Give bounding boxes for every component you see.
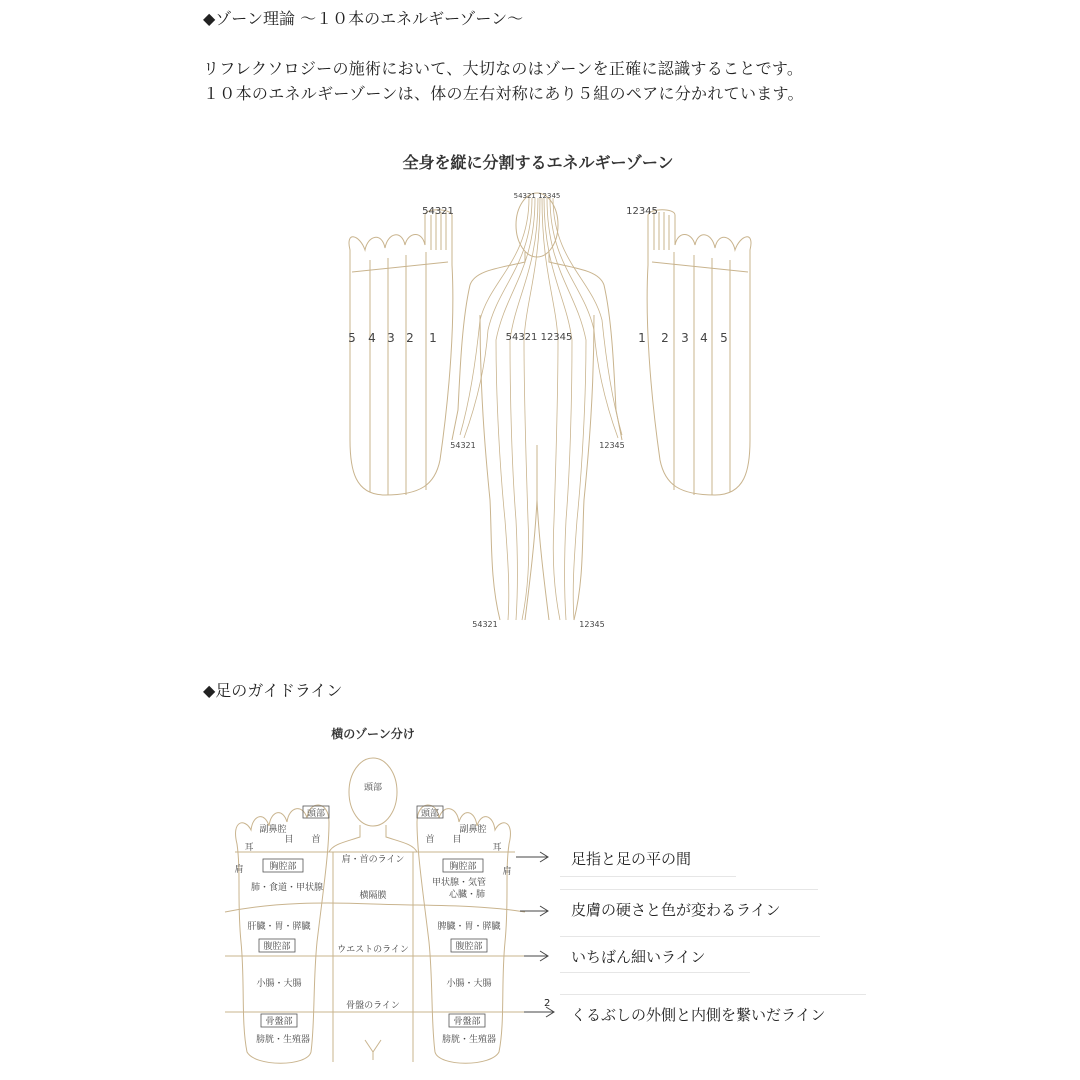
left-foot-tip-zone-label: 54321 <box>472 620 498 629</box>
left-sinus-label: 副鼻腔 <box>259 825 287 835</box>
arrow-icon <box>524 949 552 963</box>
left-foot-zone-label: 2 <box>406 331 414 345</box>
right-toes-zone-label: 12345 <box>626 206 658 217</box>
right-foot-tip-zone-label: 12345 <box>579 620 605 629</box>
right-neck-label: 首 <box>425 835 435 845</box>
right-abd-organs: 脾臓・胃・膵臓 <box>437 922 501 932</box>
right-abd-label: 腹腔部 <box>455 942 483 952</box>
diaphragm-label: 横隔膜 <box>359 891 387 901</box>
right-foot-zone-label: 1 <box>638 331 646 345</box>
head-zone-label: 54321 12345 <box>513 192 561 200</box>
right-foot-diagram <box>647 210 751 495</box>
right-eye-label: 目 <box>452 835 462 845</box>
left-foot-diagram <box>349 210 453 495</box>
left-abd-organs: 肝臓・胃・膵臓 <box>247 922 311 932</box>
right-sinus-label: 副鼻腔 <box>459 825 487 835</box>
left-abd-label: 腹腔部 <box>263 942 291 952</box>
annotation-underline <box>560 889 818 890</box>
intro-paragraph <box>203 56 804 106</box>
annotation-ankle: くるぶしの外側と内側を繋いだライン <box>571 1006 826 1024</box>
annotation-underline <box>560 994 866 995</box>
waist-line-label: ウエストのライン <box>337 945 409 955</box>
section-heading-zone-theory: ◆ゾーン理論 〜１０本のエネルギーゾーン〜 <box>203 9 524 28</box>
left-pelvis-organs: 膀胱・生殖器 <box>255 1035 311 1045</box>
right-pelvis-organs: 膀胱・生殖器 <box>441 1035 497 1045</box>
right-ear-label: 耳 <box>492 843 502 853</box>
annotation-skin-change: 皮膚の硬さと色が変わるライン <box>571 901 781 919</box>
annotation-toe-sole: 足指と足の平の間 <box>571 850 692 868</box>
right-chest-organs-1: 甲状腺・気管 <box>431 878 487 888</box>
chest-zone-label: 54321 12345 <box>505 332 573 343</box>
body-outline <box>452 193 625 620</box>
right-toe-head-label: 頭部 <box>420 809 440 819</box>
intro-line-2: １０本のエネルギーゾーンは、体の左右対称にあり５組のペアに分かれています。 <box>203 84 804 103</box>
right-chest-organs-2: 心臓・肺 <box>448 890 486 900</box>
right-shoulder-label: 肩 <box>502 867 512 877</box>
right-intestine-label: 小腸・大腸 <box>446 979 492 989</box>
annotation-underline <box>560 876 736 877</box>
left-hand-zone-label: 54321 <box>450 441 476 450</box>
stray-mark: 2 <box>544 998 551 1009</box>
right-chest-label: 胸腔部 <box>449 862 477 872</box>
arrow-icon <box>516 850 552 864</box>
figure2-title: 横のゾーン分け <box>331 727 415 741</box>
right-foot-zone-label: 5 <box>720 331 728 345</box>
section-heading-foot-guideline: ◆足のガイドライン <box>203 681 343 700</box>
left-ear-label: 耳 <box>244 843 254 853</box>
left-chest-label: 胸腔部 <box>269 862 297 872</box>
right-foot-zone-label: 2 <box>661 331 669 345</box>
intro-line-1: リフレクソロジーの施術において、大切なのはゾーンを正確に認識することです。 <box>203 59 804 78</box>
left-foot-zone-label: 1 <box>429 331 437 345</box>
left-toe-head-label: 頭部 <box>306 809 326 819</box>
left-eye-label: 目 <box>284 835 294 845</box>
body-zone-lines <box>460 198 625 620</box>
arrow-icon <box>524 1005 558 1019</box>
figure1-title: 全身を縦に分割するエネルギーゾーン <box>402 153 674 172</box>
left-neck-label: 首 <box>311 835 321 845</box>
left-foot-zone-label: 4 <box>368 331 376 345</box>
center-body-outline <box>329 758 417 1062</box>
annotation-underline <box>560 936 820 937</box>
left-chest-organs: 肺・食道・甲状腺 <box>250 883 324 893</box>
annotation-narrowest: いちばん細いライン <box>571 948 706 966</box>
left-foot-zone-label: 3 <box>387 331 395 345</box>
head-label: 頭部 <box>363 783 383 793</box>
shoulder-line-label: 肩・首のライン <box>341 855 405 865</box>
left-pelvis-label: 骨盤部 <box>265 1017 293 1027</box>
left-intestine-label: 小腸・大腸 <box>256 979 302 989</box>
right-hand-zone-label: 12345 <box>599 441 625 450</box>
right-foot-zone-label: 3 <box>681 331 689 345</box>
pelvis-line-label: 骨盤のライン <box>346 1001 400 1011</box>
annotation-underline <box>560 972 750 973</box>
right-foot-zone-label: 4 <box>700 331 708 345</box>
right-pelvis-label: 骨盤部 <box>453 1017 481 1027</box>
left-foot-zone-label: 5 <box>348 331 356 345</box>
horizontal-zone-figure <box>215 722 535 1072</box>
energy-zone-figure <box>330 140 760 640</box>
left-shoulder-label: 肩 <box>234 865 244 875</box>
arrow-icon <box>520 904 552 918</box>
left-toes-zone-label: 54321 <box>422 206 454 217</box>
